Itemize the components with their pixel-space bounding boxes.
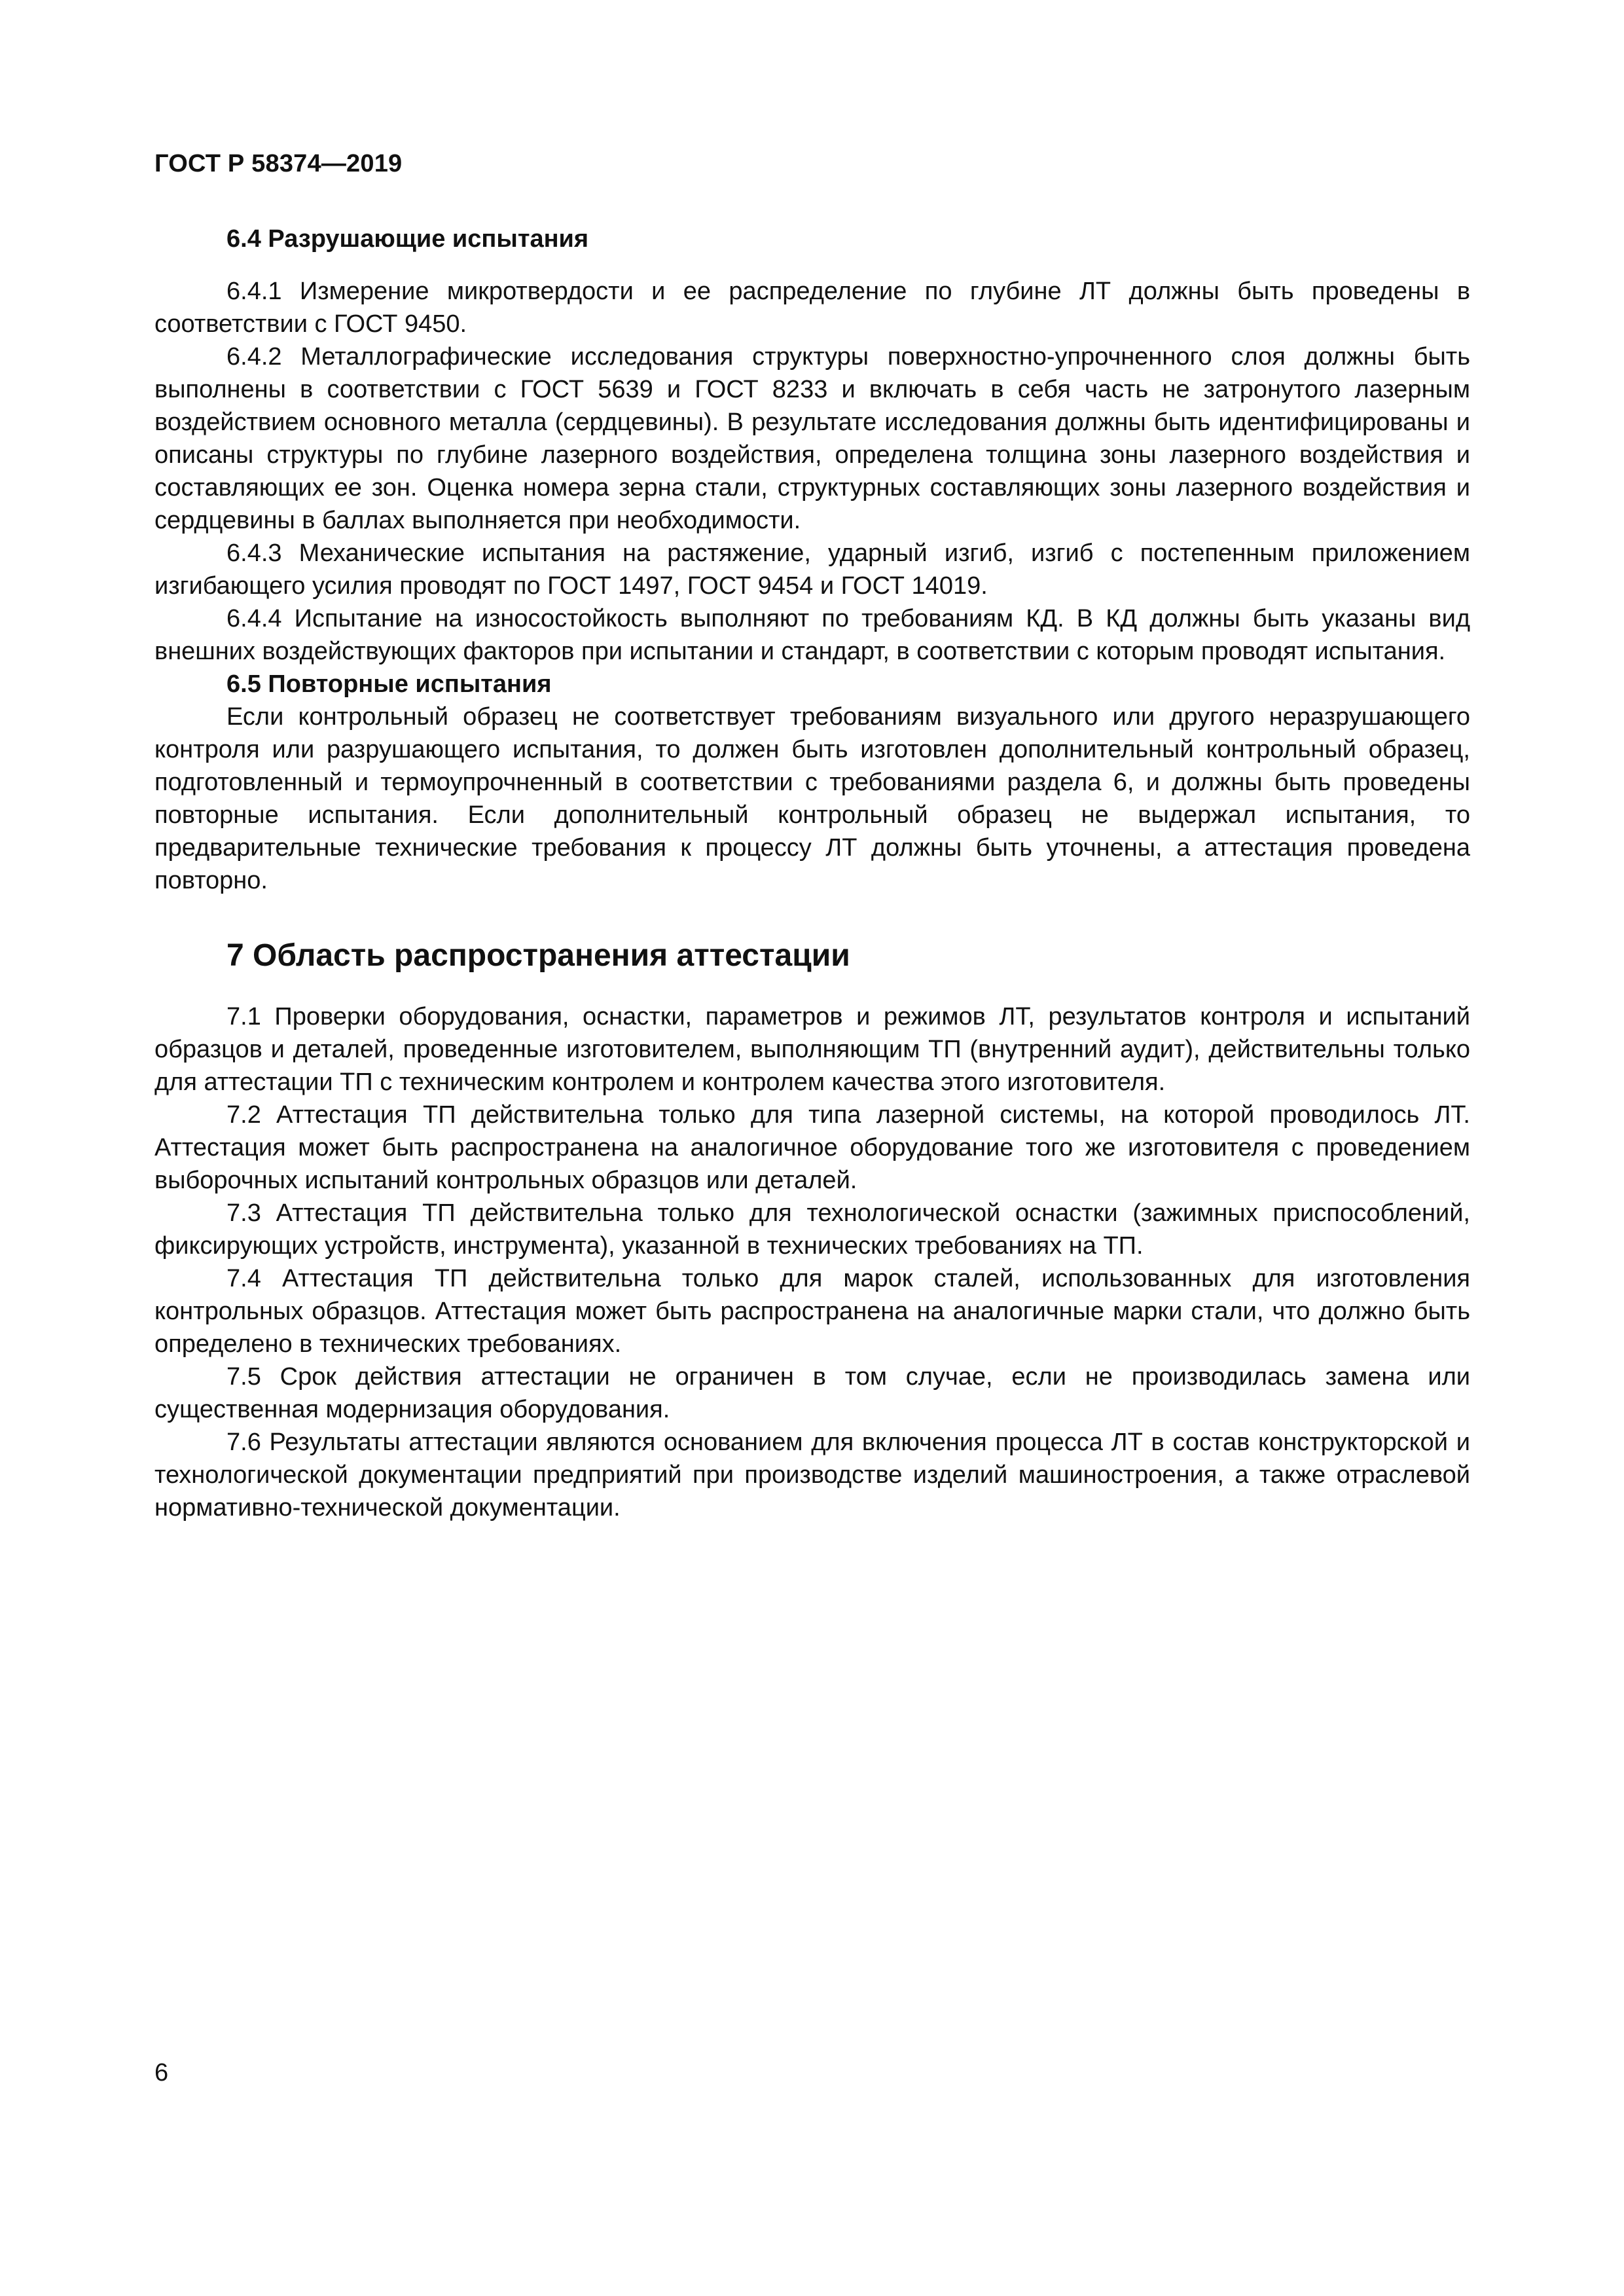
paragraph-6-5: Если контрольный образец не соответствует требованиям визуального или другого неразрушающего контроля или разрушающего испытания, то должен быть изготовлен дополнительный контрольный образец, подготовленный и термоупрочненный в соответствии с требованиями раздела 6, и должны быть проведены повторные испытания. Если дополнительный контрольный образец не выдержал испытания, то предварительные технические требования к процессу ЛТ должны быть уточнены, а аттестация проведена повторно. xyxy=(154,703,1470,894)
paragraph-7-5: 7.5 Срок действия аттестации не ограничен в том случае, если не производилась замена или существенная модернизация оборудования. xyxy=(154,1363,1470,1423)
paragraph-6-4-2: 6.4.2 Металлографические исследования структуры поверхностно-упрочненного слоя должны быть выполнены в соответствии с ГОСТ 5639 и ГОСТ 8233 и включать в себя часть не затронутого лазерным воздействием основного металла (сердцевины). В результате исследования должны быть идентифицированы и описаны структуры по глубине лазерного воздействия, определена толщина зоны лазерного воздействия и составляющих ее зон. Оценка номера зерна стали, структурных составляющих зоны лазерного воздействия и сердцевины в баллах выполняется при необходимости. xyxy=(154,343,1470,534)
paragraph-7-2: 7.2 Аттестация ТП действительна только для типа лазерной системы, на которой проводилось ЛТ. Аттестация может быть распространена на аналогичное оборудование того же изготовителя с проведением выборочных испытаний контрольных образцов или деталей. xyxy=(154,1101,1470,1194)
paragraph-7-3: 7.3 Аттестация ТП действительна только для технологической оснастки (зажимных приспособлений, фиксирующих устройств, инструмента), указанной в технических требованиях на ТП. xyxy=(154,1199,1470,1260)
paragraph-7-6: 7.6 Результаты аттестации являются основанием для включения процесса ЛТ в состав конструкторской и технологической документации предприятий при производстве изделий машиностроения, а также отраслевой нормативно-технической документации. xyxy=(154,1429,1470,1522)
subsection-title-6-4: 6.4 Разрушающие испытания xyxy=(226,225,589,253)
page-number: 6 xyxy=(154,2059,169,2086)
section-title-7: 7 Область распространения аттестации xyxy=(226,938,850,973)
subsection-title-6-5: 6.5 Повторные испытания xyxy=(226,670,552,698)
paragraph-7-1: 7.1 Проверки оборудования, оснастки, параметров и режимов ЛТ, результатов контроля и испытаний образцов и деталей, проведенные изготовителем, выполняющим ТП (внутренний аудит), действительны только для аттестации ТП с техническим контролем и контролем качества этого изготовителя. xyxy=(154,1003,1470,1096)
page-content xyxy=(154,223,1470,1524)
document-id-header: ГОСТ Р 58374—2019 xyxy=(154,150,403,177)
paragraph-6-4-4: 6.4.4 Испытание на износостойкость выполняют по требованиям КД. В КД должны быть указаны вид внешних воздействующих факторов при испытании и стандарт, в соответствии с которым проводят испытания. xyxy=(154,605,1470,665)
paragraph-6-4-1: 6.4.1 Измерение микротвердости и ее распределение по глубине ЛТ должны быть проведены в соответствии с ГОСТ 9450. xyxy=(154,278,1470,338)
paragraph-7-4: 7.4 Аттестация ТП действительна только для марок сталей, использованных для изготовления контрольных образцов. Аттестация может быть распространена на аналогичные марки стали, что должно быть определено в технических требованиях. xyxy=(154,1265,1470,1358)
paragraph-6-4-3: 6.4.3 Механические испытания на растяжение, ударный изгиб, изгиб с постепенным приложением изгибающего усилия проводят по ГОСТ 1497, ГОСТ 9454 и ГОСТ 14019. xyxy=(154,539,1470,600)
